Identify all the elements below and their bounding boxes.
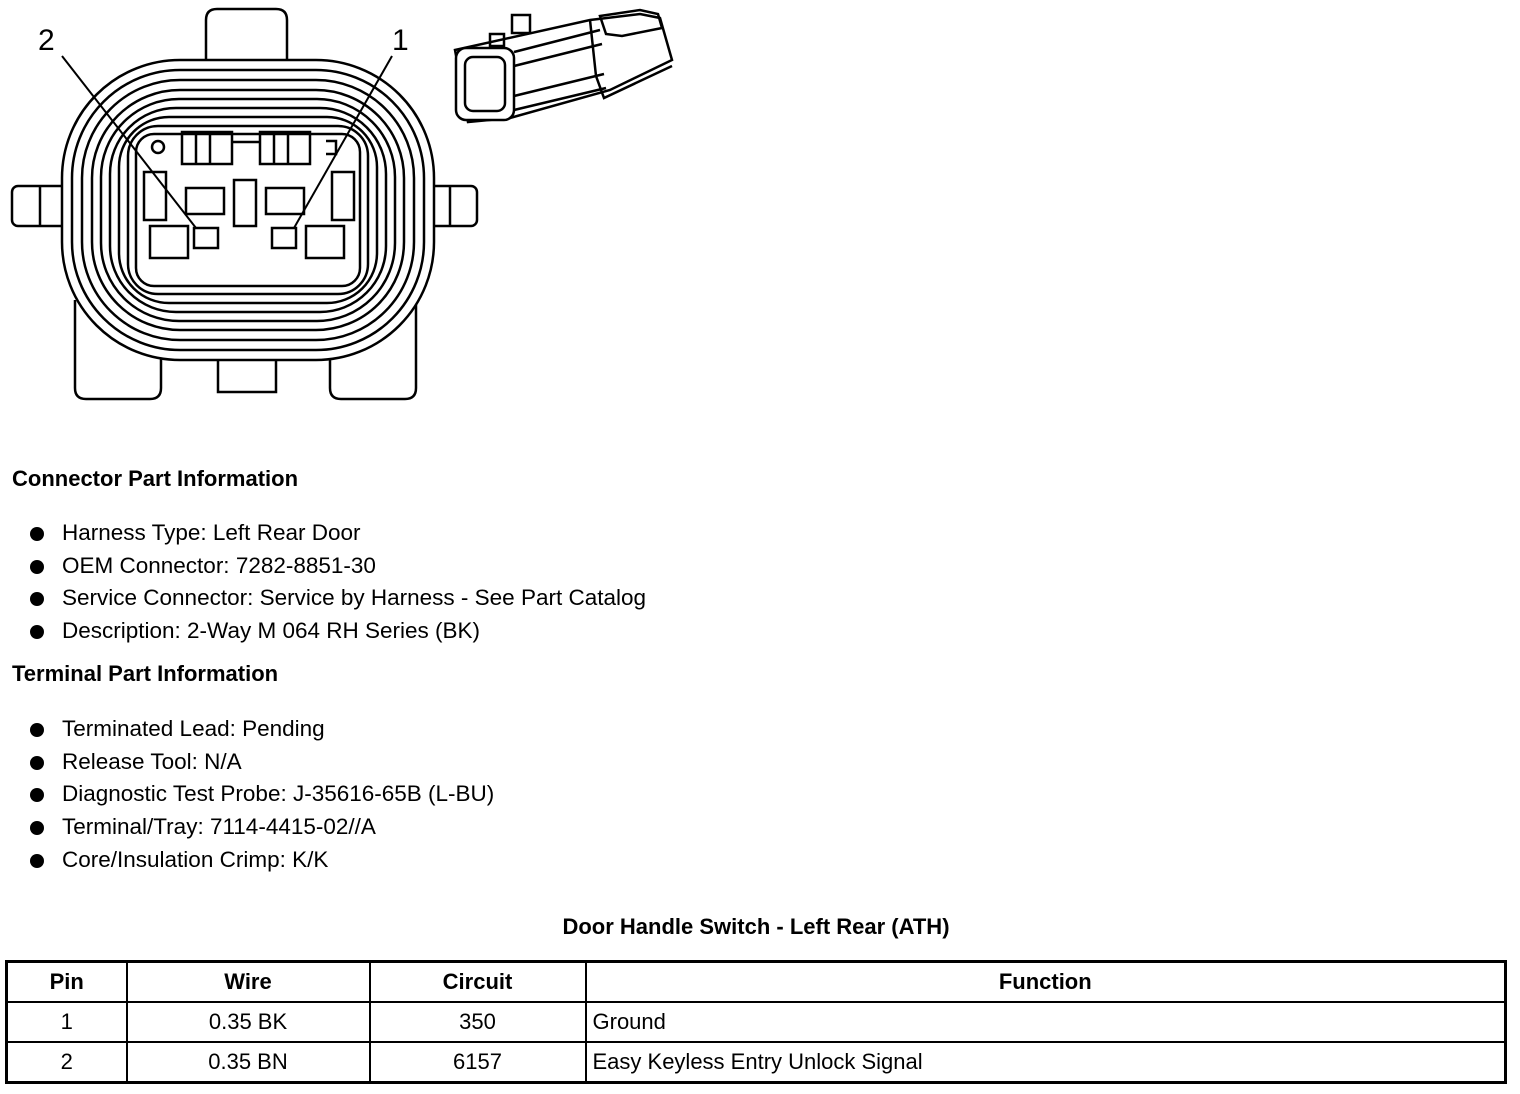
list-item: Terminated Lead: Pending <box>0 713 494 746</box>
column-header-function: Function <box>586 962 1506 1003</box>
bullet-icon <box>30 527 44 541</box>
table-header-row <box>7 962 1506 1003</box>
function-cell: Ground <box>586 1002 1506 1042</box>
bullet-icon <box>30 788 44 802</box>
list-item: OEM Connector: 7282-8851-30 <box>0 550 646 583</box>
terminal-info-list <box>0 713 494 876</box>
column-header-pin: Pin <box>7 962 127 1003</box>
wire-cell: 0.35 BK <box>127 1002 370 1042</box>
pin-cell: 1 <box>7 1002 127 1042</box>
wire-cell: 0.35 BN <box>127 1042 370 1083</box>
table-title: Door Handle Switch - Left Rear (ATH) <box>562 914 950 939</box>
table-row <box>7 1042 1506 1083</box>
column-header-circuit: Circuit <box>370 962 586 1003</box>
list-item: Terminal/Tray: 7114-4415-02//A <box>0 811 494 844</box>
bullet-icon <box>30 854 44 868</box>
bullet-icon <box>30 723 44 737</box>
connector-diagram <box>0 0 700 420</box>
list-item: Core/Insulation Crimp: K/K <box>0 844 494 877</box>
list-item: Service Connector: Service by Harness - See Part Catalog <box>0 582 646 615</box>
pin-cell: 2 <box>7 1042 127 1083</box>
bullet-icon <box>30 560 44 574</box>
bullet-icon <box>30 592 44 606</box>
pin-2-callout: 2 <box>38 24 55 57</box>
connector-section-heading: Connector Part Information <box>12 466 299 491</box>
list-item: Description: 2-Way M 064 RH Series (BK) <box>0 615 646 648</box>
bullet-icon <box>30 625 44 639</box>
pin-1-callout: 1 <box>392 24 409 57</box>
function-cell: Easy Keyless Entry Unlock Signal <box>586 1042 1506 1083</box>
column-header-wire: Wire <box>127 962 370 1003</box>
connector-info-list <box>0 517 646 648</box>
table-row <box>7 1002 1506 1042</box>
bullet-icon <box>30 756 44 770</box>
circuit-cell: 6157 <box>370 1042 586 1083</box>
connector-isometric-view <box>455 10 672 122</box>
bullet-icon <box>30 821 44 835</box>
pinout-table <box>5 960 1507 1084</box>
list-item: Release Tool: N/A <box>0 746 494 779</box>
circuit-cell: 350 <box>370 1002 586 1042</box>
list-item: Harness Type: Left Rear Door <box>0 517 646 550</box>
list-item: Diagnostic Test Probe: J-35616-65B (L-BU) <box>0 778 494 811</box>
terminal-section-heading: Terminal Part Information <box>12 661 279 686</box>
